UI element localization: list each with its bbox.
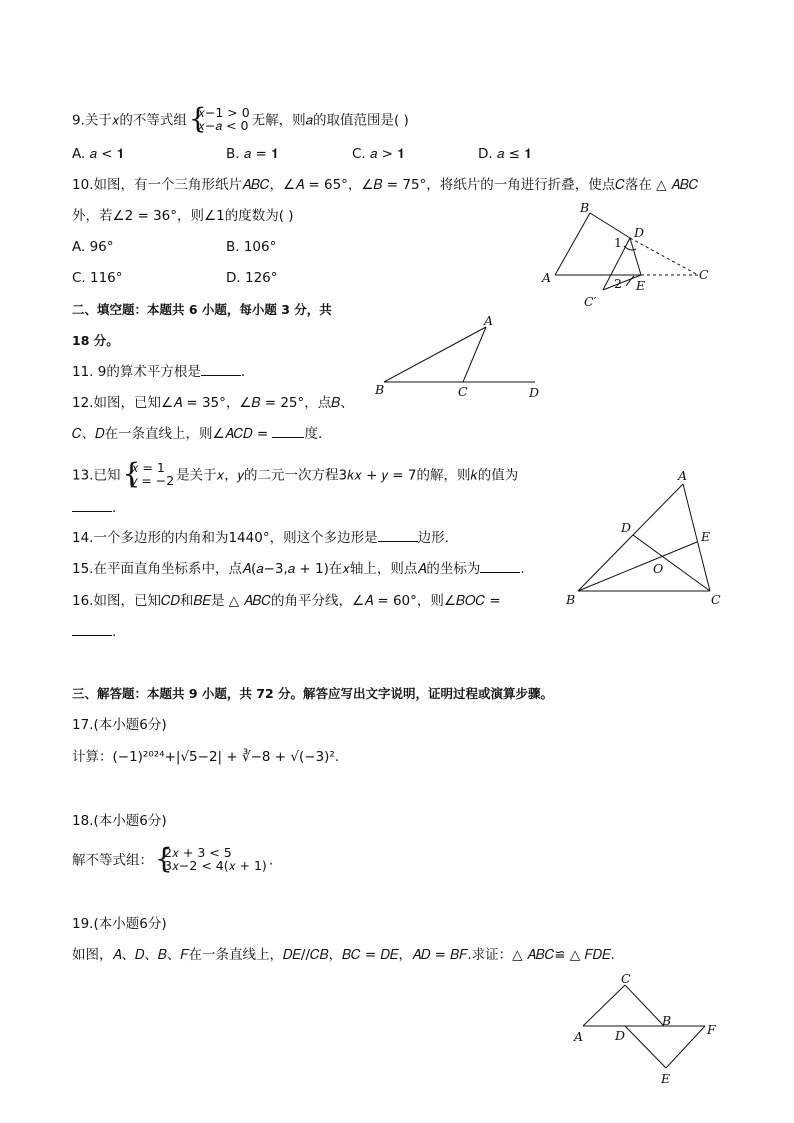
q16-label-o: O (653, 561, 664, 576)
q13-system-row2: 𝑦 = −2 (131, 473, 175, 488)
q10-option-d: D. 126° (226, 270, 278, 286)
q10-label-d: D (634, 225, 645, 240)
q11-end: . (240, 364, 246, 380)
section2-heading-line1: 二、填空题：本题共 6 小题，每小题 3 分，共 (72, 302, 332, 317)
q9-option-a: A. 𝑎 < 𝟏 (72, 146, 125, 162)
q10-option-c: C. 116° (72, 270, 123, 286)
q9-system-row2: 𝑥−𝑎 < 0 (197, 118, 249, 133)
q19-stem: 如图，𝐴、𝐷、𝐵、𝐹在一条直线上，𝐷𝐸//𝐶𝐵，𝐵𝐶 = 𝐷𝐸，𝐴𝐷 = 𝐵𝐹.求证：△ 𝐴𝐵𝐶≌ △ 𝐹𝐷𝐸. (72, 947, 615, 963)
q19-side-ac (583, 985, 625, 1026)
q13-system: { 𝑥 = 1 𝑦 = −2 (122, 457, 175, 490)
q16-label-e: E (701, 529, 711, 544)
q16-label-c: C (711, 592, 721, 607)
q9-suffix: 无解，则𝑎的取值范围是( ) (251, 112, 409, 129)
q12-label-b: B (375, 382, 385, 397)
q12-label-a: A (484, 313, 494, 328)
q15-text: 15.在平面直角坐标系中，点𝐴(𝑎−3,𝑎 + 1)在𝑥轴上，则点𝐴的坐标为 (72, 561, 481, 577)
q19-label-e: E (661, 1071, 671, 1086)
q11-text: 11. 9的算术平方根是 (72, 364, 201, 380)
q9-system-row1: 𝑥−1 > 0 (197, 105, 250, 120)
q18-system-row1: 2𝑥 + 3 < 5 (164, 845, 232, 860)
q18-label: 解不等式组： (72, 852, 153, 869)
q10-label-b: B (580, 200, 590, 215)
q19-side-cb (625, 985, 664, 1026)
q12-label-d: D (529, 385, 540, 400)
q10-option-b: B. 106° (226, 239, 277, 255)
q19-label-d: D (615, 1028, 626, 1043)
q10-line1: 10.如图，有一个三角形纸片𝐴𝐵𝐶，∠𝐴 = 65°，∠𝐵 = 75°，将纸片的一角进行折叠，使点𝐶落在 △ 𝐴𝐵𝐶 (72, 177, 699, 193)
q12-line1: 12.如图，已知∠𝐴 = 35°，∠𝐵 = 25°，点𝐵、 (72, 395, 354, 411)
q10-label-a: A (542, 270, 552, 285)
q19-label-c: C (621, 971, 631, 986)
q18-system: { 2𝑥 + 3 < 5 3𝑥−2 < 4(𝑥 + 1) (155, 842, 267, 875)
q14-end: 边形. (417, 530, 449, 546)
q9-option-b: B. 𝑎 = 𝟏 (226, 146, 279, 162)
q10-option-a: A. 96° (72, 239, 114, 255)
q9-system: { 𝑥−1 > 0 𝑥−𝑎 < 0 (188, 102, 250, 135)
q17-label: 计算： (72, 749, 113, 765)
section2-heading-line2: 18 分。 (72, 333, 119, 348)
q19-label-a: A (574, 1029, 584, 1044)
q19-side-ef (666, 1026, 705, 1068)
q17-expression: (−1)²⁰²⁴+|√5−2| + ∛−8 + √(−3)². (112, 749, 340, 765)
q16-label-b: B (566, 592, 576, 607)
q16-label-d: D (621, 520, 632, 535)
section3-heading: 三、解答题：本题共 9 小题，共 72 分。解答应写出文字说明，证明过程或演算步骤。 (72, 686, 554, 701)
q12-label-c: C (458, 384, 468, 399)
q9-option-d: D. 𝑎 ≤ 𝟏 (478, 146, 532, 162)
q18-title: 18.(本小题6分) (72, 813, 167, 829)
q10-label-c: C (699, 267, 709, 282)
q13-prefix: 13.已知 (72, 467, 121, 484)
q12-line2-end: 度. (304, 426, 323, 442)
q18-end: . (268, 852, 274, 869)
q9-prefix: 9.关于𝑥的不等式组 (72, 112, 187, 129)
q10-label-2: 2 (614, 276, 622, 291)
q16-end: . (112, 624, 117, 640)
q19-side-de (625, 1026, 666, 1068)
q18-system-row2: 3𝑥−2 < 4(𝑥 + 1) (164, 858, 267, 873)
q13-end: . (112, 500, 117, 516)
q13-system-row1: 𝑥 = 1 (131, 460, 165, 475)
q13-suffix: 是关于𝑥，𝑦的二元一次方程3𝑘𝑥 + 𝑦 = 7的解，则𝑘的值为 (176, 467, 519, 484)
q16-label-a: A (678, 468, 688, 483)
q19-label-f: F (707, 1022, 716, 1037)
q17-title: 17.(本小题6分) (72, 717, 167, 733)
q14-text: 14.一个多边形的内角和为1440°，则这个多边形是 (72, 530, 378, 546)
q19-label-b: B (662, 1013, 672, 1028)
q12-line2-text: 𝐶、𝐷在一条直线上，则∠𝐴𝐶𝐷 = (72, 426, 273, 442)
q15-end: . (520, 561, 525, 577)
q10-line2: 外，若∠2 = 36°，则∠1的度数为( ) (72, 208, 294, 224)
q16-stem: 16.如图，已知𝐶𝐷和𝐵𝐸是 △ 𝐴𝐵𝐶的角平分线，∠𝐴 = 60°，则∠𝐵𝑂𝐶 = (72, 593, 501, 609)
q9-option-c: C. 𝑎 > 𝟏 (352, 146, 405, 162)
q19-title: 19.(本小题6分) (72, 916, 167, 932)
q10-label-c-prime: C′ (584, 294, 597, 309)
q10-label-e: E (636, 278, 646, 293)
q10-label-1: 1 (614, 235, 622, 250)
